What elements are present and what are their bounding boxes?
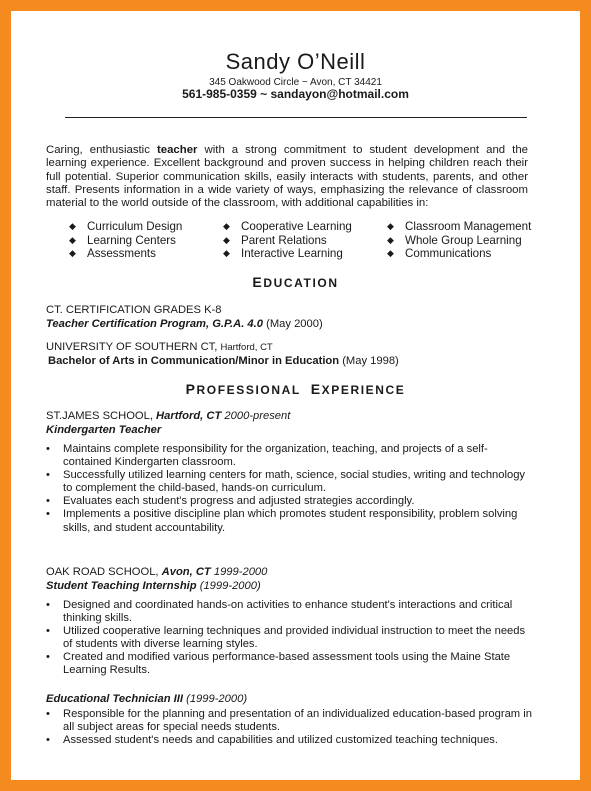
diamond-bullet-icon: ◆: [387, 234, 394, 245]
capability-item: ◆ Parent Relations: [223, 233, 327, 247]
education-detail: Teacher Certification Program, G.P.A. 4.0 (May 2000): [46, 318, 323, 330]
list-item: • Created and modified various performance-based assessment tools using the Maine State Learning Results.: [46, 651, 511, 677]
capabilities-column-2: [223, 220, 352, 261]
job-employer: ST.JAMES SCHOOL, Hartford, CT 2000-present: [46, 410, 291, 422]
diamond-bullet-icon: ◆: [223, 248, 230, 258]
job-employer: OAK ROAD SCHOOL, Avon, CT 1999-2000: [46, 566, 268, 578]
capability-item: ◆ Curriculum Design: [69, 220, 183, 233]
summary-paragraph: [46, 144, 528, 210]
diamond-bullet-icon: ◆: [69, 248, 76, 258]
education-heading: EDUCATION: [252, 274, 339, 290]
job-bullets: [46, 443, 536, 535]
capability-item: ◆ Assessments: [69, 247, 156, 260]
capabilities-column-3: [387, 220, 531, 261]
job-role: Kindergarten Teacher: [46, 424, 162, 436]
header-divider: [65, 117, 527, 118]
capabilities-column-1: [69, 220, 182, 261]
list-item: • Utilized cooperative learning techniques and provided individual instruction to meet the needs of students with diverse learning styles.: [46, 625, 526, 651]
capability-item: ◆ Classroom Management: [387, 220, 532, 233]
diamond-bullet-icon: ◆: [69, 234, 76, 245]
capability-item: ◆ Cooperative Learning: [223, 220, 352, 233]
list-item: • Responsible for the planning and presentation of an individualized education-based program in all subject areas for special needs students.: [46, 708, 532, 734]
contact-line: 561-985-0359 ~ sandayon@hotmail.com: [182, 87, 409, 101]
list-item: • Designed and coordinated hands-on activities to enhance student's interactions and critical thinking skills.: [46, 599, 513, 625]
capability-item: ◆ Whole Group Learning: [387, 233, 522, 247]
diamond-bullet-icon: ◆: [223, 234, 230, 245]
education-detail: Bachelor of Arts in Communication/Minor in Education (May 1998): [48, 355, 399, 367]
list-item: • Evaluates each student's progress and adjusted strategies accordingly.: [46, 495, 415, 508]
diamond-bullet-icon: ◆: [223, 221, 230, 231]
list-item: • Successfully utilized learning centers for math, science, social studies, writing and technology to complement the child-based, hands-on curriculum.: [46, 469, 526, 495]
address-line: 345 Oakwood Circle ~ Avon, CT 34421: [209, 77, 382, 88]
experience-heading: PROFESSIONAL EXPERIENCE: [185, 381, 406, 397]
list-item: • Assessed student's needs and capabilities and utilized customized teaching techniques.: [46, 734, 498, 747]
capability-item: ◆ Interactive Learning: [223, 247, 343, 260]
job-role: Educational Technician III (1999-2000): [46, 693, 248, 705]
summary-rest: with a strong commitment to student development and the learning experience. Excellent background and proven success in helping children reach their full potential. Superior communication skills, easily interacts with students, parents, and other staff. Presents information in a wide variety of ways, emphasizing the relevance of classroom material to the world outside of the classroom, with additional capabilities in:: [46, 144, 529, 210]
diamond-bullet-icon: ◆: [387, 248, 394, 258]
candidate-name: Sandy O’Neill: [225, 49, 366, 74]
diamond-bullet-icon: ◆: [69, 221, 76, 231]
education-title: CT. CERTIFICATION GRADES K-8: [46, 304, 222, 316]
job-bullets: [46, 599, 536, 678]
capability-item: ◆ Communications: [387, 247, 492, 260]
job-bullets: [46, 708, 536, 747]
summary-keyword: teacher: [156, 144, 198, 156]
summary-lead: Caring, enthusiastic: [46, 144, 157, 156]
job-role: Student Teaching Internship (1999-2000): [46, 580, 261, 592]
list-item: • Implements a positive discipline plan which promotes student responsibility, problem solving skills, and student accountability.: [46, 508, 518, 534]
list-item: • Maintains complete responsibility for the organization, teaching, and projects of a self-contained Kindergarten classroom.: [46, 443, 488, 469]
diamond-bullet-icon: ◆: [387, 221, 394, 231]
education-title: UNIVERSITY OF SOUTHERN CT, Hartford, CT: [46, 341, 273, 353]
capability-item: ◆ Learning Centers: [69, 233, 176, 247]
